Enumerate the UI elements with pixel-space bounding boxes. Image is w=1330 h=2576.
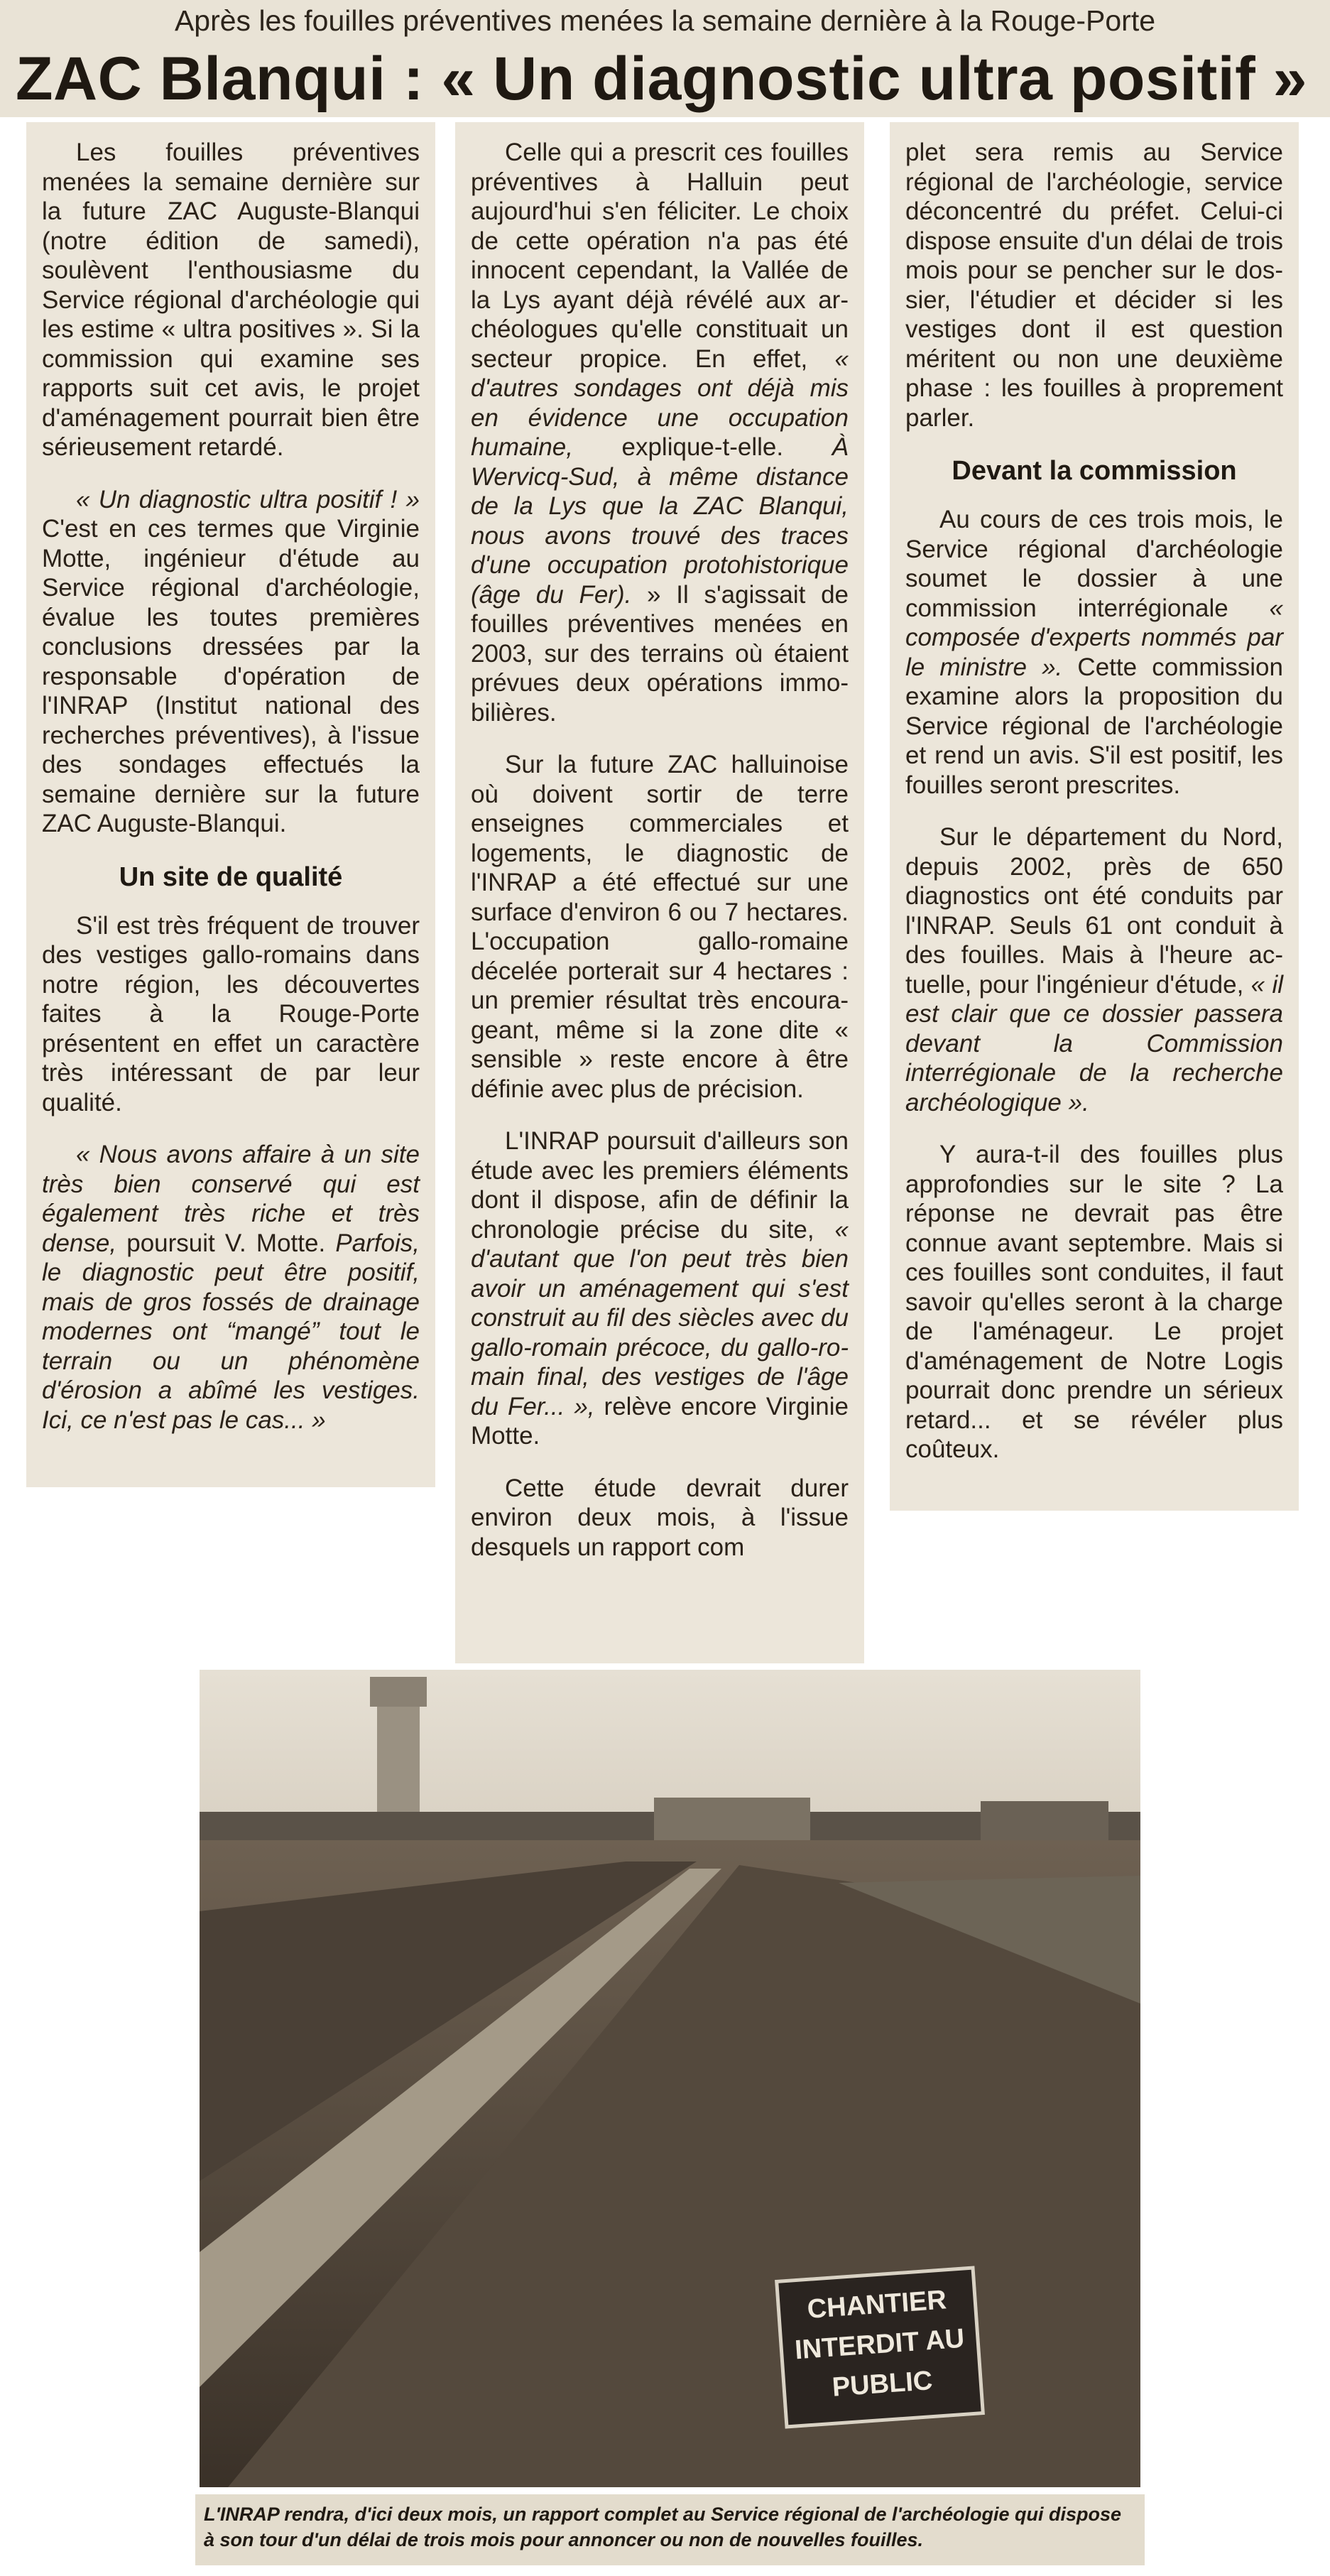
paragraph-text: L'INRAP poursuit d'ailleurs son étude avec les premiers éléments dont il dispose, afin de définir la chronologie précise du site,: [471, 1127, 849, 1244]
photo-caption: L'INRAP rendra, d'ici deux mois, un rapport complet au Service régional de l'archéologie qui dispose à son tour d'un délai de trois mois pour annoncer ou non de nouvelles fouilles.: [195, 2494, 1145, 2565]
paragraph: Cette étude devrait durer environ deux mois, à l'issue desquels un rapport com: [471, 1474, 849, 1561]
quote: Parfois, le diagnostic peut être positif, mais de gros fossés de drainage modernes ont “mangé” tout le terrain ou un phénomène d'érosion a abîmé les vestiges. Ici, ce n'est pas le cas... »: [42, 1229, 420, 1434]
sign-text: PUBLIC: [831, 2365, 934, 2403]
quote: « il est clair que ce dossier passera devant la Commission interrégionale de la recherche archéologique ».: [905, 970, 1283, 1116]
paragraph: Sur la future ZAC halluinoise où doivent sortir de terre enseignes commerciales et logements, le diagnostic de l'INRAP a été effectué sur une surface d'environ 6 ou 7 hectares. L'occupation gallo-romaine décelée porterait sur 4 hectares : un premier résultat très encourageant, même si la zone dite « sensible » reste encore à être définie avec plus de précision.: [471, 751, 849, 1103]
water-tower: [377, 1707, 420, 1820]
column-3: [890, 122, 1299, 1511]
paragraph-text: Celle qui a prescrit ces fouilles préventives à Halluin peut aujourd'hui s'en féliciter. Le choix de cette opération n'a pas été innocent cependant, la Vallée de la Lys ayant déjà révélé aux archéologues qu'elle constituait un secteur propice. En effet,: [471, 138, 849, 373]
subheading: Un site de qualité: [119, 862, 343, 892]
sign-text: CHANTIER: [806, 2285, 948, 2325]
building: [981, 1801, 1108, 1840]
sign-text: INTERDIT AU: [793, 2323, 966, 2366]
paragraph: plet sera remis au Service régional de l'archéologie, service déconcentré du préfet. Celui-ci dispose ensuite d'un délai de trois mois pour se pencher sur le dossier, l'étudier et décider si les vestiges dont il est question méritent ou non une deuxième phase : les fouilles à proprement parler.: [905, 138, 1283, 432]
paragraph-text: Sur le département du Nord, depuis 2002, près de 650 diagnostics ont été conduits par l'INRAP. Seuls 61 ont conduit à des fouilles. Mais à l'heure actuelle, pour l'ingénieur d'étude,: [905, 823, 1283, 999]
quote: « Nous avons affaire à un site très bien conservé qui est également très riche et très dense,: [42, 1141, 420, 1257]
paragraph-text: Cette commission examine alors la proposition du Service régional de l'archéologie et rend un avis. S'il est positif, les fouilles seront prescrites.: [905, 653, 1283, 799]
column-1: [26, 122, 435, 1487]
headline: ZAC Blanqui : « Un diagnostic ultra positif »: [16, 45, 1308, 113]
paragraph: Y aura-t-il des fouilles plus approfondies sur le site ? La réponse ne devrait pas être connue avant septembre. Mais si ces fouilles sont conduites, il faut savoir qu'elles seront à la charge de l'aménageur. Le projet d'aménagement de Notre Logis pourrait donc prendre un sérieux retard... et se révéler plus coûteux.: [905, 1141, 1283, 1463]
paragraph-text: explique-t-elle.: [572, 433, 832, 461]
paragraph-text: poursuit V. Motte.: [116, 1229, 336, 1257]
kicker: Après les fouilles préventives menées la semaine dernière à la Rouge-Porte: [174, 4, 1156, 37]
paragraph-text: » Il s'agissait de fouilles préventives menées en 2003, sur des terrains où étaient prévues deux opérations immobilières.: [471, 580, 849, 727]
quote: « composée d'experts nommés par le ministre ».: [905, 594, 1283, 681]
paragraph: [42, 1140, 420, 1435]
paragraph: [471, 138, 849, 727]
quote: « d'autres sondages ont déjà mis en évidence une occupation humaine,: [471, 344, 849, 461]
photo-scene: [200, 1670, 1140, 2487]
column-2: [455, 122, 864, 1663]
subheading: Devant la commission: [952, 456, 1237, 486]
paragraph: [905, 505, 1283, 800]
quote: « Un diagnostic ultra positif ! »: [76, 485, 420, 513]
paragraph-text: C'est en ces termes que Virginie Motte, ingénieur d'étude au Service régional d'archéologie, évalue les toutes premières conclusions dressées par la responsable d'opération de l'INRAP (Institut national des recherches préventives), à l'issue des sondages effectués la semaine dernière sur la future ZAC Auguste-Blanqui.: [42, 515, 420, 837]
water-tower-tank: [370, 1677, 427, 1707]
building: [654, 1798, 810, 1840]
excavation-photo: [195, 1665, 1145, 2491]
paragraph-text: relève encore Virginie Motte.: [471, 1392, 849, 1450]
paragraph-text: Au cours de ces trois mois, le Service régional d'archéologie soumet le dossier à une commission interrégionale: [905, 506, 1283, 622]
paragraph: Les fouilles préventives menées la semaine dernière sur la future ZAC Auguste-Blanqui (notre édition de samedi), soulèvent l'enthousiasme du Service régional d'archéologie qui les estime « ultra positives ». Si la commission qui examine ses rapports suit cet avis, le projet d'aménagement pourrait bien être sérieusement retardé.: [42, 138, 420, 461]
paragraph: S'il est très fréquent de trouver des vestiges gallo-romains dans notre région, les découvertes faites à la Rouge-Porte présentent en effet un caractère très intéressant de par leur qualité.: [42, 911, 420, 1116]
warning-sign: [775, 2266, 985, 2428]
quote: « d'autant que l'on peut très bien avoir un aménagement qui s'est construit au fil des siècles avec du gallo-romain précoce, du gallo-romain final, des vestiges de l'âge du Fer... »,: [471, 1215, 849, 1420]
paragraph: [905, 822, 1283, 1117]
paragraph: [42, 485, 420, 839]
quote: À Wervicq-Sud, à même distance de la Lys que la ZAC Blanqui, nous avons trouvé des traces d'une occupation protohistorique (âge du Fer).: [471, 433, 849, 609]
paragraph: [471, 1126, 849, 1451]
